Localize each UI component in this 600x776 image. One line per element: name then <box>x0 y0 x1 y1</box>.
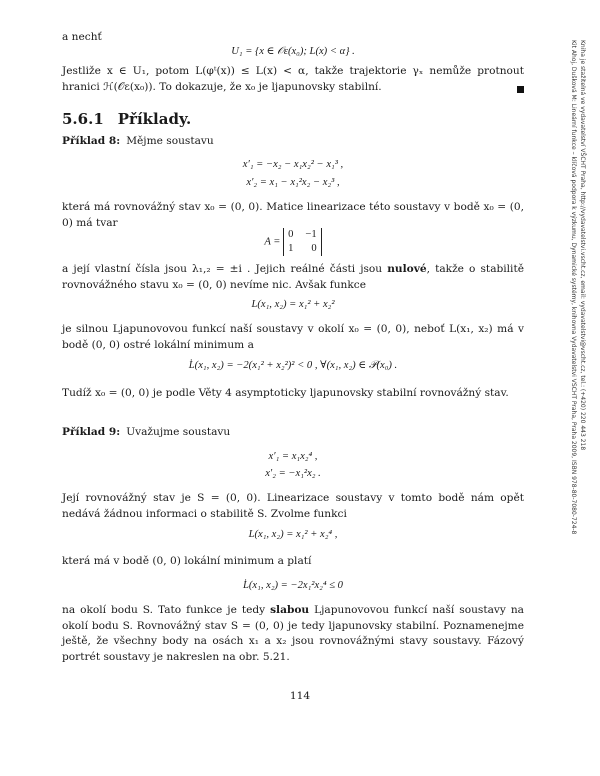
example-9-intro-text: Uvažujme soustavu <box>126 426 231 438</box>
side-note-line-2: Kniha je stažitelná ve vydavatelství VŠCHT Praha, http://vydavatelstvi.vscht.cz, email: vydavatelstvi@vscht.cz, tel.: (+420) 220 443 218 <box>579 40 586 451</box>
section-number: 5.6.1 <box>62 110 104 128</box>
example-8-p2-text: a její vlastní čísla jsou λ₁,₂ = ±i . Jejich reálné části jsou <box>62 263 388 275</box>
example-9-paragraph-3 <box>62 603 524 665</box>
proof-conclusion-paragraph: Jestliže x ∈ U₁, potom L(φᵗ(x)) ≤ L(x) < α, takže trajektorie γₓ nemůže protnout hranici ℋ(𝒪ε(x₀)). To dokazuje, že x₀ je ljapunovsky stabilní. <box>62 65 524 93</box>
example-9-p3-text: na okolí bodu S. Tato funkce je tedy <box>62 604 271 616</box>
example-9-p3-text-rest: Ljapunovovou funkcí naší soustavy na okolí bodu S. Rovnovážný stav S = (0, 0) je tedy ljapunovsky stabilní. Poznamenejme ještě, že všechny body na osách x₁ a x₂ jsou rovnovážnými stavy soustavy. Fázový portrét soustavy je nakreslen na obr. 5.21. <box>62 604 524 663</box>
example-8-paragraph-4: Tudíž x₀ = (0, 0) je podle Věty 4 asymptoticky ljapunovsky stabilní rovnovážný stav. <box>62 387 509 399</box>
example-8-eq-3: L(x₁, x₂) = x₁² + x₂² <box>251 299 335 310</box>
example-8-paragraph-2 <box>62 262 524 293</box>
matrix-cell: 1 <box>288 243 294 254</box>
example-8-paragraph-3: je silnou Ljapunovovou funkcí naší soustavy v okolí x₀ = (0, 0), neboť L(x₁, x₂) má v bodě (0, 0) ostré lokální minimum a <box>62 323 524 351</box>
example-9-eq-3: L(x₁, x₂) = x₁² + x₂⁴ , <box>248 529 338 540</box>
example-9-eq-4: L̇(x₁, x₂) = −2x₁²x₂⁴ ≤ 0 <box>243 580 343 591</box>
example-8-label: Příklad 8: <box>62 135 121 147</box>
example-9-label: Příklad 9: <box>62 426 121 438</box>
matrix-cell: 0 <box>311 243 317 254</box>
side-copyright-note <box>568 40 586 740</box>
example-8-paragraph-1: která má rovnovážný stav x₀ = (0, 0). Matice linearizace této soustavy v bodě x₀ = (0, 0) má tvar <box>62 201 524 229</box>
example-9-paragraph-1: Její rovnovážný stav je S = (0, 0). Linearizace soustavy v tomto bodě nám opět nedává žádnou informaci o stabilitě S. Zvolme funkci <box>62 492 524 520</box>
page-number: 114 <box>289 690 311 702</box>
example-8-p2-text-rest: , takže o stabilitě rovnovážného stavu x₀ = (0, 0) nevíme nic. Avšak funkce <box>62 263 524 291</box>
qed-square-icon <box>517 86 524 93</box>
matrix-row <box>288 242 317 256</box>
intro-line: a nechť <box>62 31 102 43</box>
matrix-a <box>283 228 322 256</box>
matrix-cell: 0 <box>288 229 294 240</box>
emphasis-nulove: nulové <box>387 263 427 275</box>
example-8-eq-2: x′₂ = x₁ − x₁²x₂ − x₂³ , <box>246 177 340 188</box>
section-heading <box>62 110 191 128</box>
example-9-eq-2: x′₂ = −x₁²x₂ . <box>265 468 321 479</box>
matrix-equation <box>62 228 524 256</box>
matrix-cell: −1 <box>305 229 317 240</box>
emphasis-slabou: slabou <box>270 604 310 616</box>
side-note-line-1: Kit Ahoj, Dušková M: Lineární funkce – klíčová podpora k výzkumu, Dynamické systémy, knihovna Vydavatelstvi VSCHT Praha, Praha 2009, ISBN 978-80-7080-724-8 <box>570 40 577 535</box>
section-title: Příklady. <box>117 110 192 128</box>
equation-u1: U₁ = {x ∈ 𝒪ε(x₀); L(x) < α} . <box>231 46 355 57</box>
example-8-eq-4: L̇(x₁, x₂) = −2(x₁² + x₂²)² < 0 , ∀(x₁, x₂) ∈ 𝒫(x₀) . <box>188 360 398 371</box>
example-8-intro <box>62 134 524 150</box>
example-8-eq-1: x′₁ = −x₂ − x₁x₂² − x₁³ , <box>242 159 344 170</box>
matrix-lhs: A = <box>264 236 281 248</box>
example-8-intro-text: Mějme soustavu <box>126 135 214 147</box>
example-9-paragraph-2: která má v bodě (0, 0) lokální minimum a platí <box>62 555 312 567</box>
example-9-intro <box>62 425 524 441</box>
matrix-row <box>288 228 317 242</box>
example-9-eq-1: x′₁ = x₁x₂⁴ , <box>268 451 318 462</box>
